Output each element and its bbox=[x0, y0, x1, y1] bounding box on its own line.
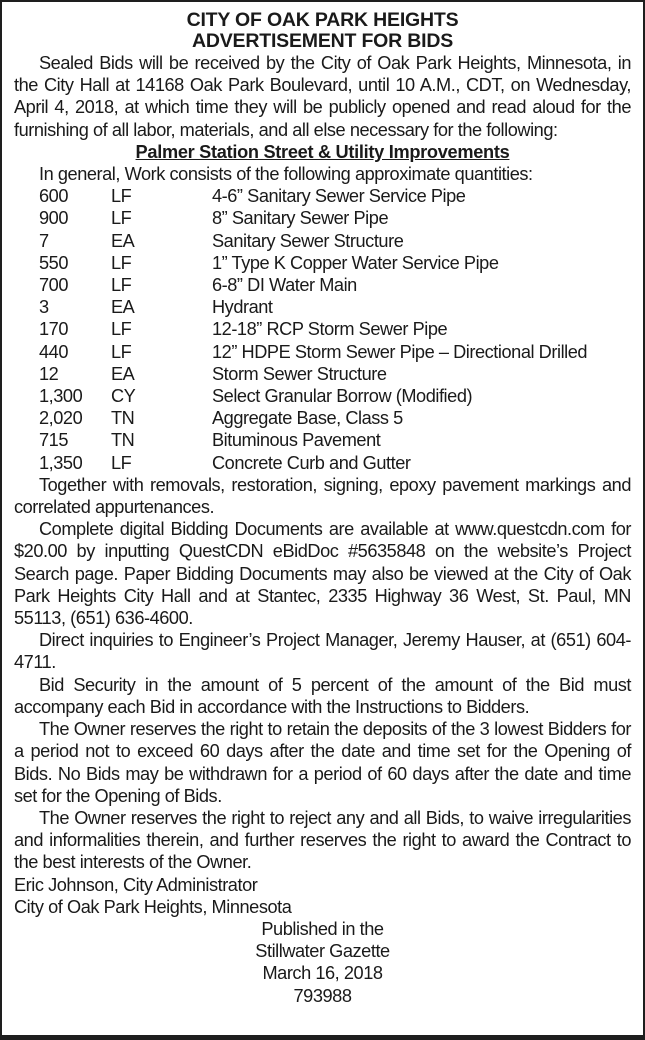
project-title: Palmer Station Street & Utility Improvements bbox=[135, 141, 510, 162]
inquiries-paragraph: Direct inquiries to Engineer’s Project Manager, Jeremy Hauser, at (651) 604-4711. bbox=[14, 630, 631, 673]
publication-info bbox=[14, 918, 631, 1007]
qty: 12 bbox=[39, 363, 59, 384]
description: 8” Sanitary Sewer Pipe bbox=[212, 208, 389, 229]
signature-org: City of Oak Park Heights, Minnesota bbox=[14, 896, 292, 917]
unit: LF bbox=[111, 341, 132, 362]
description: 12-18” RCP Storm Sewer Pipe bbox=[212, 319, 448, 340]
published-in: Published in the bbox=[261, 918, 384, 939]
quantity-row bbox=[14, 429, 631, 451]
unit: EA bbox=[111, 363, 135, 384]
quantity-row bbox=[14, 341, 631, 363]
notice-id: 793988 bbox=[293, 985, 352, 1006]
description: Hydrant bbox=[212, 297, 273, 318]
quantity-row bbox=[14, 318, 631, 340]
qty: 170 bbox=[39, 319, 68, 340]
unit: LF bbox=[111, 252, 132, 273]
unit: LF bbox=[111, 186, 132, 207]
description: Aggregate Base, Class 5 bbox=[212, 408, 403, 429]
unit: EA bbox=[111, 297, 135, 318]
unit: CY bbox=[111, 386, 136, 407]
description: Bituminous Pavement bbox=[212, 430, 381, 451]
qty: 900 bbox=[39, 208, 68, 229]
qty: 700 bbox=[39, 275, 68, 296]
signature-name: Eric Johnson, City Administrator bbox=[14, 874, 258, 895]
unit: LF bbox=[111, 208, 132, 229]
documents-paragraph: Complete digital Bidding Documents are available at www.questcdn.com for $20.00 by inputting QuestCDN eBidDoc #5635848 on the website’s Project Search page. Paper Bidding Documents may also be viewed at the City of Oak Park Heights City Hall and at Stantec, 2335 Highway 36 West, St. Paul, MN 55113, (651) 636-4600. bbox=[14, 519, 631, 629]
unit: LF bbox=[111, 452, 132, 473]
unit: LF bbox=[111, 275, 132, 296]
title-line-2: ADVERTISEMENT FOR BIDS bbox=[191, 30, 454, 52]
unit: TN bbox=[111, 408, 135, 429]
description: Storm Sewer Structure bbox=[212, 363, 387, 384]
quantities-table bbox=[14, 185, 631, 474]
quantity-row bbox=[14, 407, 631, 429]
title-line-1: CITY OF OAK PARK HEIGHTS bbox=[186, 9, 459, 31]
qty: 1,350 bbox=[39, 452, 83, 473]
quantity-row bbox=[14, 230, 631, 252]
newspaper-name: Stillwater Gazette bbox=[255, 941, 390, 962]
unit: LF bbox=[111, 319, 132, 340]
quantity-row bbox=[14, 207, 631, 229]
qty: 440 bbox=[39, 341, 68, 362]
qty: 2,020 bbox=[39, 408, 83, 429]
qty: 7 bbox=[39, 230, 49, 251]
quantity-row bbox=[14, 252, 631, 274]
qty: 550 bbox=[39, 252, 68, 273]
qty: 600 bbox=[39, 186, 68, 207]
quantity-row bbox=[14, 296, 631, 318]
quantity-row bbox=[14, 452, 631, 474]
reject-paragraph: The Owner reserves the right to reject any and all Bids, to waive irregularities and informalities therein, and further reserves the right to award the Contract to the best interests of the Owner. bbox=[14, 807, 631, 873]
legal-notice bbox=[2, 2, 643, 1035]
description: 6-8” DI Water Main bbox=[212, 275, 357, 296]
description: 12” HDPE Storm Sewer Pipe – Directional Drilled bbox=[212, 341, 588, 362]
description: Sanitary Sewer Structure bbox=[212, 230, 404, 251]
qty: 1,300 bbox=[39, 386, 83, 407]
quantity-row bbox=[14, 363, 631, 385]
work-intro: In general, Work consists of the following approximate quantities: bbox=[39, 164, 533, 185]
unit: EA bbox=[111, 230, 135, 251]
unit: TN bbox=[111, 430, 135, 451]
intro-paragraph: Sealed Bids will be received by the City of Oak Park Heights, Minnesota, in the City Hall at 14168 Oak Park Boulevard, until 10 A.M., CDT, on Wednesday, April 4, 2018, at which time they will be publicly opened and read aloud for the furnishing of all labor, materials, and all else necessary for the following: bbox=[14, 53, 631, 140]
quantity-row bbox=[14, 185, 631, 207]
quantity-row bbox=[14, 274, 631, 296]
deposits-paragraph: The Owner reserves the right to retain the deposits of the 3 lowest Bidders for a period not to exceed 60 days after the date and time set for the Opening of Bids. No Bids may be withdrawn for a period of 60 days after the date and time set for the Opening of Bids. bbox=[14, 719, 631, 806]
publication-date: March 16, 2018 bbox=[262, 963, 383, 984]
bid-security-paragraph: Bid Security in the amount of 5 percent of the amount of the Bid must accompany each Bid in accordance with the Instructions to Bidders. bbox=[14, 674, 631, 717]
quantity-row bbox=[14, 385, 631, 407]
together-paragraph: Together with removals, restoration, signing, epoxy pavement markings and correlated appurtenances. bbox=[14, 474, 631, 518]
description: 4-6” Sanitary Sewer Service Pipe bbox=[212, 186, 466, 207]
description: Concrete Curb and Gutter bbox=[212, 452, 411, 473]
qty: 715 bbox=[39, 430, 68, 451]
notice-title bbox=[14, 10, 631, 52]
description: 1” Type K Copper Water Service Pipe bbox=[212, 252, 499, 273]
qty: 3 bbox=[39, 297, 49, 318]
description: Select Granular Borrow (Modified) bbox=[212, 386, 473, 407]
